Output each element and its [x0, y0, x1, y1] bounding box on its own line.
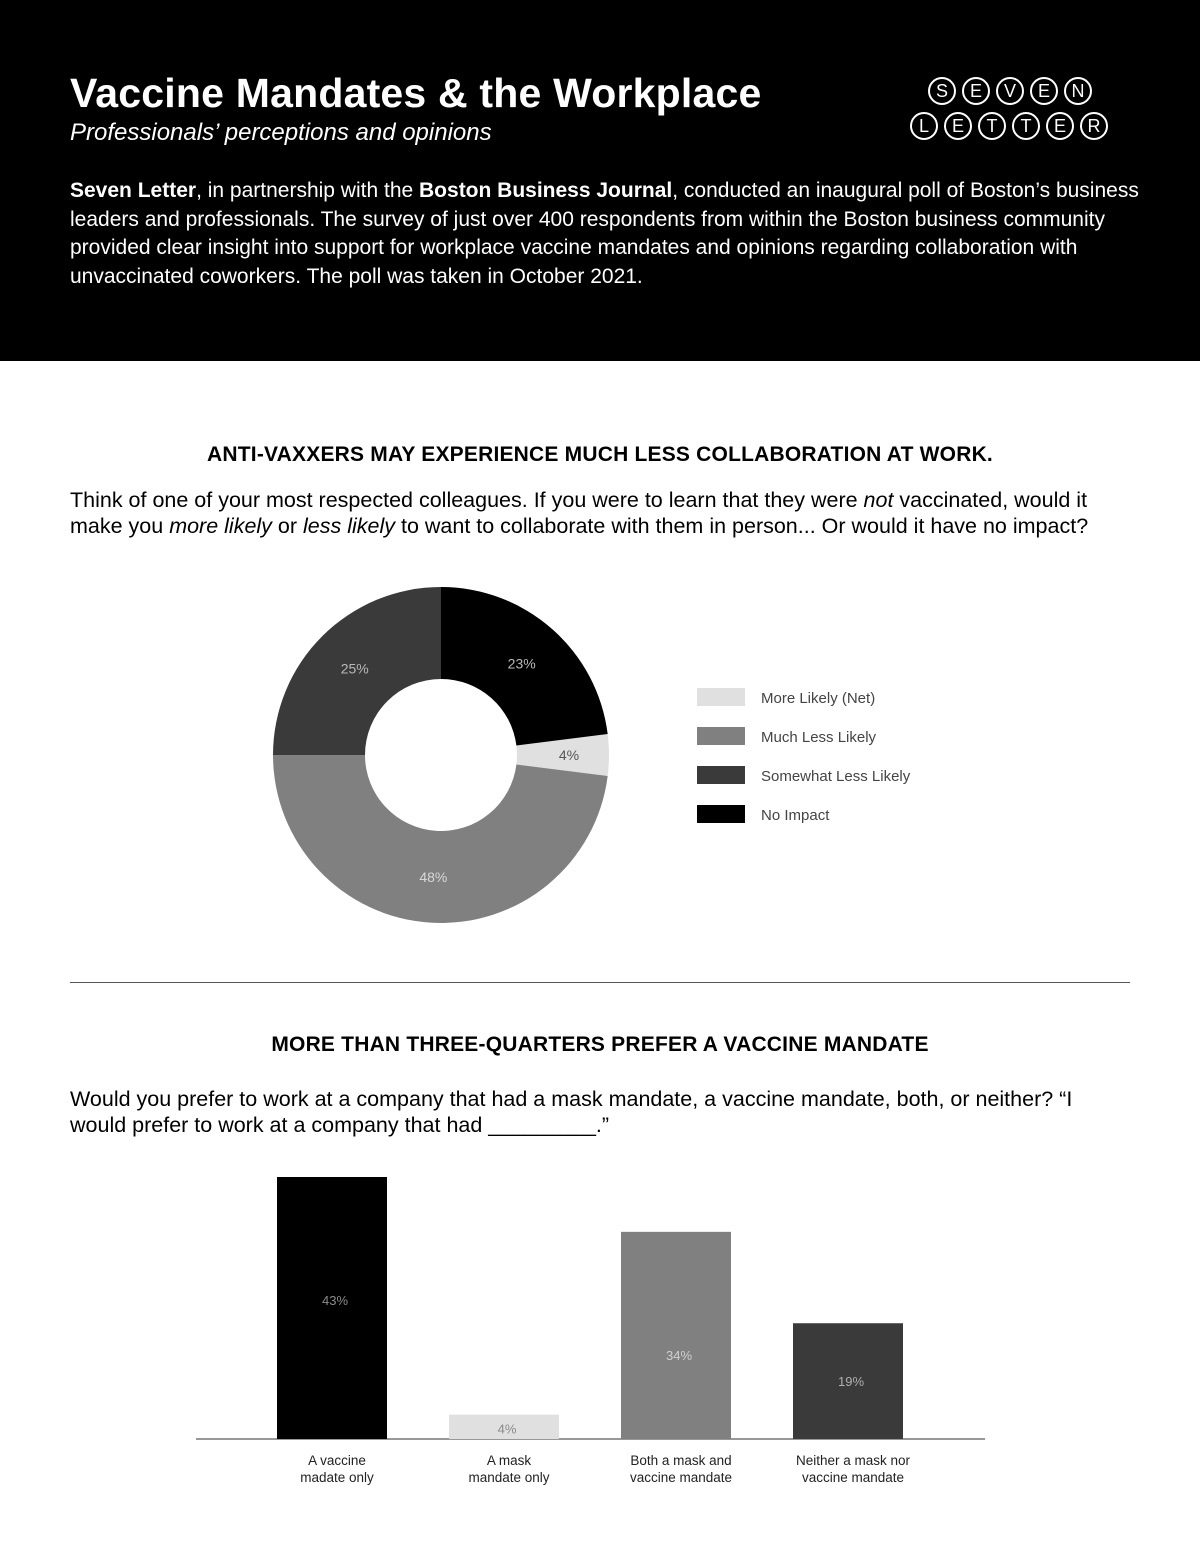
logo-letter: R: [1080, 112, 1108, 140]
legend-label: No Impact: [761, 807, 830, 824]
bar-value-label: 43%: [321, 1293, 349, 1308]
logo-row-seven: [928, 77, 1098, 105]
logo-letter: T: [1012, 112, 1040, 140]
category-label: A mask: [486, 1453, 532, 1468]
logo-letter: S: [928, 77, 956, 105]
section2-question: Would you prefer to work at a company that had a mask mandate, a vaccine mandate, both, or neither? “I would prefer to work at a company that had _________.”: [70, 1087, 1073, 1137]
section1-question: [70, 487, 1140, 539]
donut-chart: [0, 570, 1200, 940]
logo-letter: E: [962, 77, 990, 105]
logo-letter: V: [996, 77, 1024, 105]
logo-letter: E: [1046, 112, 1074, 140]
logo-letter: N: [1064, 77, 1092, 105]
category-label: Both a mask and: [630, 1453, 732, 1468]
intro-brand: Seven Letter: [70, 179, 197, 202]
intro-paragraph: [70, 177, 1140, 291]
bar-value-label: 34%: [665, 1347, 693, 1363]
legend-label: More Likely (Net): [761, 690, 876, 707]
seven-letter-logo: [908, 75, 1118, 145]
logo-letter: E: [1030, 77, 1058, 105]
logo-letter: E: [944, 112, 972, 140]
category-label: mandate only: [468, 1470, 550, 1485]
intro-text: , in partnership with the: [196, 179, 420, 202]
legend-swatch: [697, 766, 745, 784]
bar-value-label: 4%: [497, 1421, 517, 1437]
category-label: vaccine mandate: [801, 1470, 905, 1485]
section1-heading: ANTI-VAXXERS MAY EXPERIENCE MUCH LESS COLLABORATION AT WORK.: [207, 443, 993, 466]
legend-swatch: [697, 805, 745, 823]
bar-chart: [0, 1160, 1200, 1500]
category-label: madate only: [300, 1470, 374, 1485]
intro-partner: Boston Business Journal: [419, 179, 673, 202]
bar: [621, 1232, 731, 1439]
logo-letter: T: [978, 112, 1006, 140]
slice-label: 25%: [340, 660, 369, 677]
section2-heading: MORE THAN THREE-QUARTERS PREFER A VACCINE MANDATE: [271, 1033, 929, 1056]
category-label: vaccine mandate: [629, 1470, 733, 1485]
question-emphasis: not: [863, 488, 894, 512]
intro-text: , conducted an inaugural poll of Boston’s business leaders and professionals. The survey of just over 400 respondents from within the Boston business community provided clear insight into support for workplace vaccine mandates and opinions regarding collaboration with unvaccinated coworkers. The poll was taken in October 2021.: [70, 179, 1139, 288]
header-banner: [0, 0, 1200, 361]
category-label: A vaccine: [308, 1453, 366, 1468]
page-title: Vaccine Mandates & the Workplace: [70, 70, 762, 116]
question-text: to want to collaborate with them in person... Or would it have no impact?: [395, 514, 1089, 538]
bar: [277, 1177, 387, 1439]
question-text: or: [271, 514, 304, 538]
logo-letter: L: [910, 112, 938, 140]
legend-label: Somewhat Less Likely: [761, 768, 911, 785]
page-subtitle: Professionals’ perceptions and opinions: [70, 119, 492, 146]
donut-slice: [273, 755, 608, 923]
legend-swatch: [697, 688, 745, 706]
logo-row-letter: [910, 112, 1114, 140]
slice-label: 4%: [558, 747, 580, 763]
bar-value-label: 19%: [837, 1374, 865, 1390]
question-emphasis: more likely: [169, 514, 272, 538]
question-text: Think of one of your most respected colleagues. If you were to learn that they were: [70, 488, 864, 512]
legend-label: Much Less Likely: [761, 729, 877, 746]
slice-label: 23%: [507, 655, 536, 672]
section-divider: [70, 982, 1130, 983]
category-label: Neither a mask nor: [795, 1453, 911, 1468]
slice-label: 48%: [419, 868, 448, 885]
question-text: vaccinated, would it make you: [70, 488, 1088, 538]
question-emphasis: less likely: [303, 514, 396, 538]
legend-swatch: [697, 727, 745, 745]
